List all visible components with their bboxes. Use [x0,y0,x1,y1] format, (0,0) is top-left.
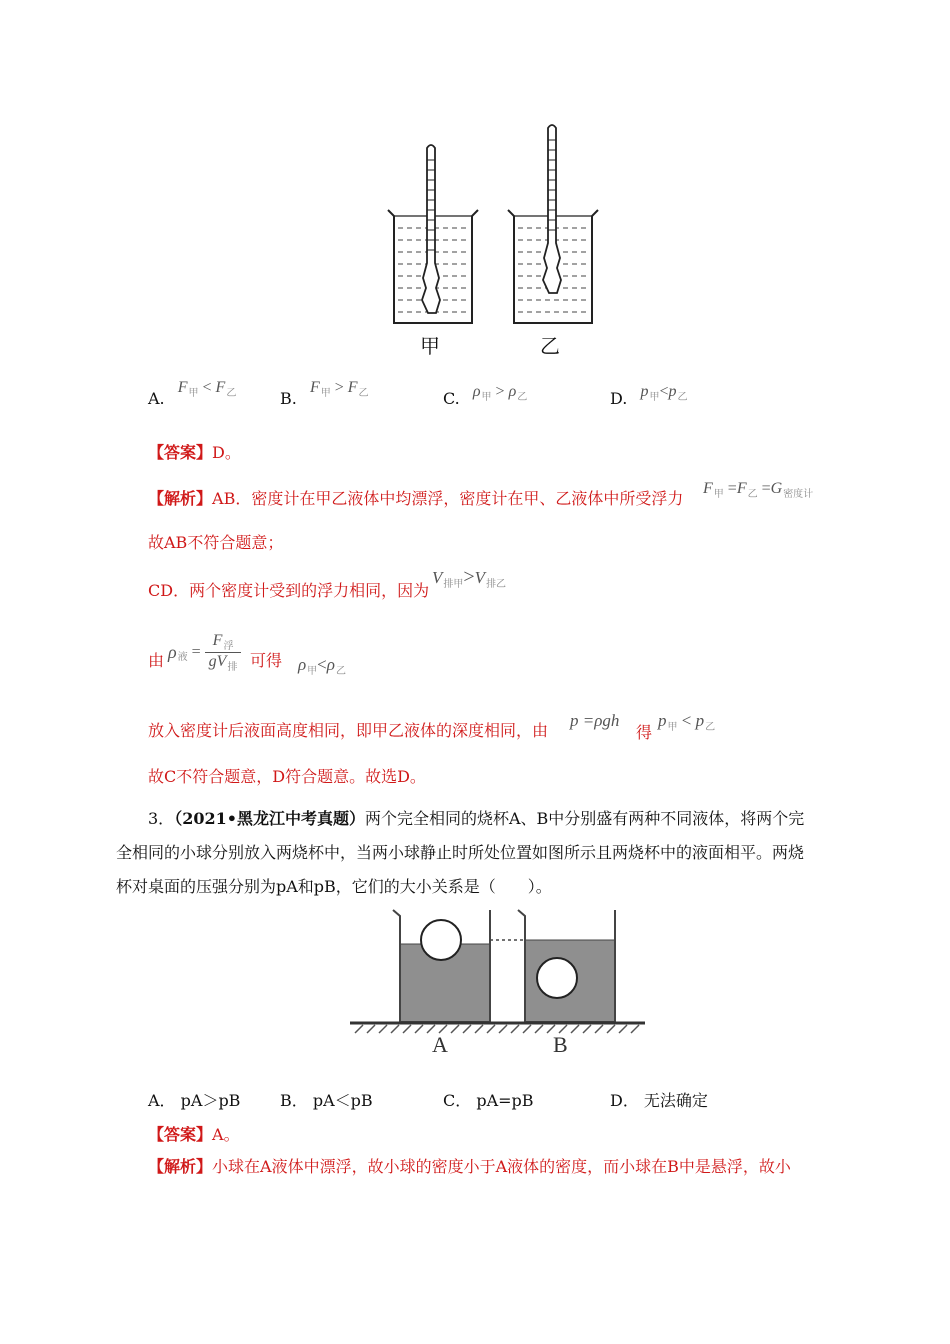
figure1-label-left: 甲 [420,334,440,358]
figure2-label-b: B [553,1032,568,1057]
q2-analysis-line6: 故C不符合题意，D符合题意。故选D。 [148,767,426,786]
q2-analysis-line5: 放入密度计后液面高度相同，即甲乙液体的深度相同，由 [148,721,549,740]
q2-eq-density-formula: $\rho_液$ = $\frac{F_浮}{gV_排}$ [168,632,241,673]
q3-line1: 3．（2021•黑龙江中考真题）两个完全相同的烧杯A、B中分别盛有两种不同液体，将两个完 [148,809,805,828]
q2-analysis-line4-pre: 由 [148,651,165,670]
q2-analysis-line4-mid: 可得 [250,651,283,670]
q2-analysis-line1: 【解析】AB．密度计在甲乙液体中均漂浮，密度计在甲、乙液体中所受浮力 [148,489,684,508]
figure1-label-right: 乙 [540,334,560,358]
beakers-balls-drawing [345,902,650,1062]
q3-option-b: B． pA＜pB [280,1091,373,1110]
q2-eq-density-compare: $\rho_甲<\rho_乙$ [298,655,346,677]
q2-option-c: C. $\rho_甲 > \rho_乙$ [443,383,528,408]
q3-line2: 全相同的小球分别放入两烧杯中，当两小球静止时所处位置如图所示且两烧杯中的液面相平。两烧 [116,843,805,862]
q2-eq-pressure-formula: p =ρgh [570,711,620,730]
q3-source: （2021•黑龙江中考真题） [174,809,365,828]
figure2-label-a: A [432,1032,448,1057]
q2-option-a: A. $F_甲 < F_乙$ [148,379,237,408]
q2-analysis-line2: 故AB不符合题意； [148,533,284,552]
q2-option-d: D. $p_甲<p_乙$ [610,383,688,408]
q2-eq-volume: $V_{排甲}>V_{排乙}$ [432,566,507,590]
q2-analysis-line3: CD．两个密度计受到的浮力相同，因为 [148,581,430,600]
q3-option-c: C． pA=pB [443,1091,534,1110]
q3-analysis-line1: 【解析】小球在A液体中漂浮，故小球的密度小于A液体的密度，而小球在B中是悬浮，故小 [148,1157,791,1176]
q3-number: 3． [148,809,175,828]
q2-eq-pressure-compare: $p_甲 < p_乙$ [658,711,716,733]
q2-answer: 【答案】D。 [148,443,241,462]
q2-option-b: B. $F_甲 > F_乙$ [280,379,369,408]
q3-option-d: D． 无法确定 [610,1091,708,1110]
q2-eq-buoyancy-equal: $F_甲 =F_乙 =G_{密度计}$ [703,480,814,500]
figure-hydrometers [380,118,600,363]
q3-answer: 【答案】A。 [148,1125,240,1144]
figure-beakers-balls [345,902,650,1062]
density-fraction: $\frac{F_浮}{gV_排}$ [205,632,242,673]
q3-option-a: A． pA＞pB [148,1091,241,1110]
hydrometer-beakers-drawing [380,118,600,363]
q3-line3: 杯对桌面的压强分别为pA和pB，它们的大小关系是（ ）。 [116,877,552,896]
q2-analysis-line5-mid: 得 [636,723,653,742]
